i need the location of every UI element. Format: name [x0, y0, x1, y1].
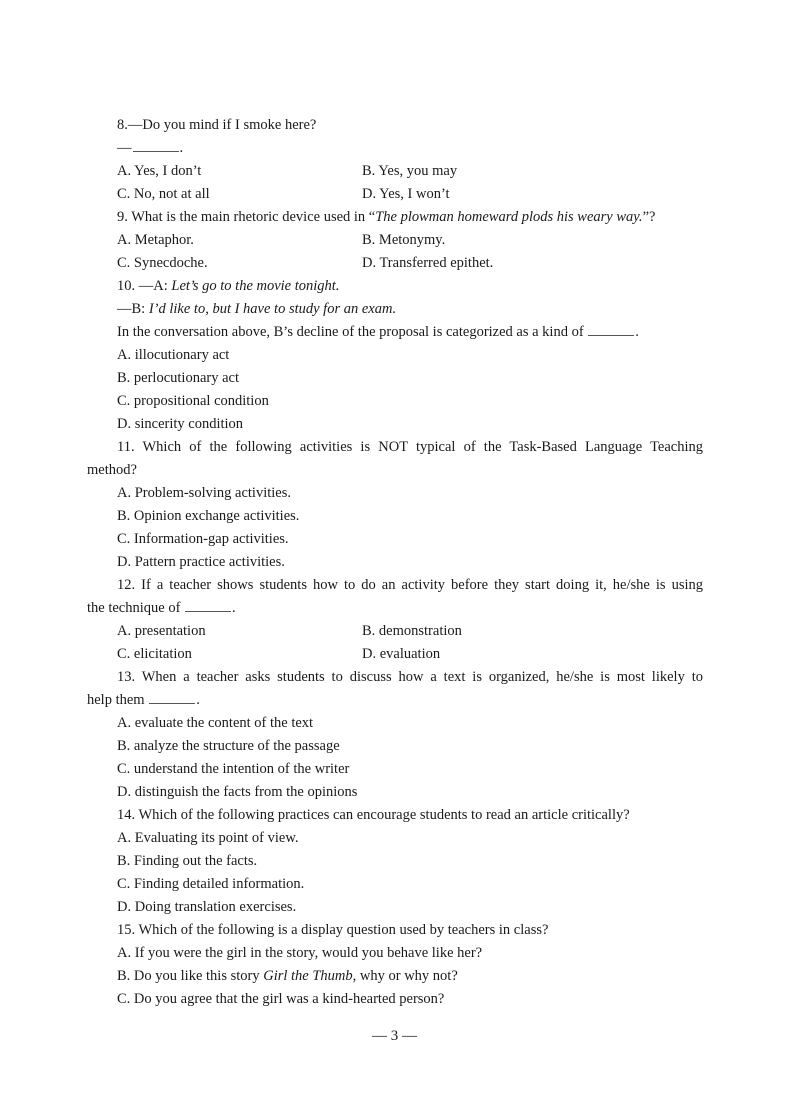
q12-option-b: B. demonstration	[362, 623, 462, 639]
q15-option-a: A. If you were the girl in the story, would you behave like her?	[117, 945, 483, 961]
q11-stem-line2: method?	[87, 462, 137, 478]
q9-option-c: C. Synecdoche.	[117, 255, 208, 271]
q10-stem	[117, 323, 639, 341]
q10-line-a-text: Let’s go to the movie tonight.	[171, 278, 340, 294]
q8-option-c: C. No, not at all	[117, 186, 210, 202]
q12-option-c: C. elicitation	[117, 646, 192, 662]
q9-quote: The plowman homeward plods his weary way.	[375, 209, 643, 225]
q15-option-b	[117, 967, 458, 985]
q10-line-b	[117, 300, 396, 318]
q10-option-b: B. perlocutionary act	[117, 370, 239, 386]
q14-option-b: B. Finding out the facts.	[117, 853, 258, 869]
answer-blank	[133, 139, 179, 152]
q14-option-a: A. Evaluating its point of view.	[117, 830, 299, 846]
q10-option-a: A. illocutionary act	[117, 347, 230, 363]
q14-option-d: D. Doing translation exercises.	[117, 899, 297, 915]
q15-stem: 15. Which of the following is a display question used by teachers in class?	[117, 922, 549, 938]
q13-stem-line2	[87, 691, 200, 709]
q10-line-b-prefix: —B:	[117, 301, 149, 317]
q10-line-b-text: I’d like to, but I have to study for an exam.	[148, 301, 397, 317]
q13-stem-line2-text: help them	[87, 692, 145, 708]
q8-option-a: A. Yes, I don’t	[117, 163, 202, 179]
q12-stem-line2	[87, 599, 236, 617]
q9-stem-suffix: ”?	[642, 209, 656, 225]
q15-option-c: C. Do you agree that the girl was a kind-hearted person?	[117, 991, 445, 1007]
q10-line-a-prefix: 10. —A:	[117, 278, 172, 294]
q10-line-a	[117, 277, 339, 295]
answer-blank	[185, 599, 231, 612]
q13-option-d: D. distinguish the facts from the opinions	[117, 784, 358, 800]
q15-option-b-title: Girl the Thumb	[263, 968, 353, 984]
q14-option-c: C. Finding detailed information.	[117, 876, 305, 892]
q10-option-d: D. sincerity condition	[117, 416, 244, 432]
q12-stem-line1: 12. If a teacher shows students how to do an activity before they start doing it, he/she is using	[117, 577, 703, 593]
q13-stem-end: .	[196, 692, 200, 708]
q13-stem-line1: 13. When a teacher asks students to discuss how a text is organized, he/she is most likely to	[117, 669, 703, 685]
q12-option-a: A. presentation	[117, 623, 206, 639]
q12-stem-end: .	[232, 600, 236, 616]
q9-option-d: D. Transferred epithet.	[362, 255, 494, 271]
q11-option-c: C. Information-gap activities.	[117, 531, 289, 547]
q12-option-d: D. evaluation	[362, 646, 441, 662]
q15-option-b-prefix: B. Do you like this story	[117, 968, 264, 984]
q8-option-d: D. Yes, I won’t	[362, 186, 450, 202]
q10-option-c: C. propositional condition	[117, 393, 269, 409]
q8-reply-line	[117, 139, 183, 157]
q9-option-b: B. Metonymy.	[362, 232, 446, 248]
q11-option-b: B. Opinion exchange activities.	[117, 508, 300, 524]
q13-option-b: B. analyze the structure of the passage	[117, 738, 340, 754]
answer-blank	[149, 691, 195, 704]
page-number: — 3 —	[372, 1028, 417, 1044]
q10-stem-end: .	[635, 324, 639, 340]
q9-stem	[117, 208, 655, 226]
q8-stem: 8.—Do you mind if I smoke here?	[117, 117, 317, 133]
q14-stem: 14. Which of the following practices can encourage students to read an article critically?	[117, 807, 630, 823]
q9-option-a: A. Metaphor.	[117, 232, 194, 248]
q8-reply-end: .	[179, 140, 184, 156]
q11-stem-line1: 11. Which of the following activities is NOT typical of the Task-Based Language Teaching	[117, 439, 703, 455]
q15-option-b-suffix: , why or why not?	[352, 968, 458, 984]
q8-reply-prefix: —	[117, 140, 132, 156]
q11-option-d: D. Pattern practice activities.	[117, 554, 285, 570]
answer-blank	[588, 323, 634, 336]
q12-stem-line2-text: the technique of	[87, 600, 181, 616]
q10-stem-text: In the conversation above, B’s decline of the proposal is categorized as a kind of	[117, 324, 584, 340]
q13-option-c: C. understand the intention of the writer	[117, 761, 350, 777]
q13-option-a: A. evaluate the content of the text	[117, 715, 314, 731]
q8-option-b: B. Yes, you may	[362, 163, 458, 179]
q9-stem-prefix: 9. What is the main rhetoric device used in “	[117, 209, 376, 225]
q11-option-a: A. Problem-solving activities.	[117, 485, 291, 501]
